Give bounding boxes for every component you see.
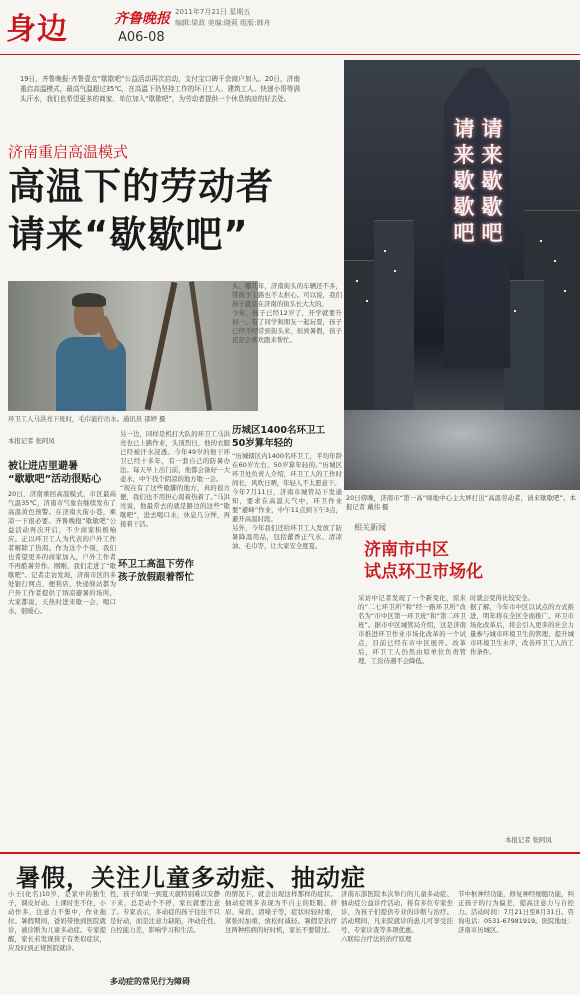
issue-date: 2011年7月21日 星期五 bbox=[175, 8, 251, 16]
section-divider bbox=[0, 852, 580, 854]
sidebar-headline: 济南市中区 试点环卫市场化 bbox=[364, 540, 483, 582]
subhead-2: 历城区1400名环卫工 50岁算年轻的 bbox=[232, 425, 325, 449]
broom-handle bbox=[189, 281, 212, 410]
tower-building bbox=[444, 68, 510, 368]
article-column-3: 头、哪几年，济南街头的车辆还不多，带孩子上路也不太担心。可以说，我们孩子就是在济南的街头长大大的。 今年，孩子已经12岁了，开学就要升初一。有了同学和朋友一起玩耍，孩子已经不经常到街头来，但到暑假，孩子还是会喜欢跑来帮忙。 bbox=[232, 282, 342, 344]
bottom-subhead: 多动症的常见行为障碍 bbox=[110, 977, 190, 986]
lead-paragraph: 19日，齐鲁晚报·齐鲁壹点“歇歇吧”公益活动再次启动，支付宝口碑千余商户加入。20日，济南重启高温模式，最高气温超过35℃，在高温下仍坚持工作的环卫工人、建筑工人、快递小哥等满头汗水，我们也希望更多的商家、单位加入“歇歇吧”，为劳动者提供一个休息纳凉的好去处。 bbox=[20, 75, 300, 103]
tower-led-text-right: 请来歇歇吧 bbox=[481, 117, 503, 245]
photo-night-caption: 20日傍晚，济南市“第一高”绿地中心主大屏打出“高温劳动者，请来歇歇吧”。本报记者 戴伟 摄 bbox=[346, 494, 576, 511]
broom-handle bbox=[145, 282, 178, 410]
bottom-column-4: 济南东部医院本次举行的儿童多动症、抽动症公益诊疗活动，将有多位专家坐诊，为孩子们提供专业的诊断与治疗。活动期间，凡来院就诊的患儿可享受挂号、专家诊查等多项优惠。 六联综合疗法的治疗原理 bbox=[341, 890, 453, 943]
headline-line-1: 高温下的劳动者 bbox=[8, 165, 274, 208]
worker-figure bbox=[56, 293, 126, 411]
bottom-column-3: 的情况下，就会出现这样那样的症状。抽动症则多表现为不自主的眨眼、挤眉、耸肩、清嗓子等，症状时轻时重，紧张时加重，放松时减轻。暑假是治疗这两种疾病的好时机，家长不要错过。 bbox=[225, 890, 337, 934]
related-news-label: 相关新闻 bbox=[354, 523, 386, 532]
bottom-column-1: 小王(化名)10岁，是家中的独生子，调皮好动。上课时坐不住，小动作多，注意力不集中，作业拖拉。暑假期间，爸妈带他到医院就诊，被诊断为儿童多动症。专家提醒，家长若发现孩子有类似症状，应及时到正规医院就诊。 bbox=[8, 890, 106, 952]
headline-line-2: 请来“歇歇吧” bbox=[8, 213, 249, 256]
bottom-column-5: 节中枢神经功能，修复神经细胞功能，纠正孩子的行为偏差，提高注意力与自控力。活动时间：7月21日至8月31日。咨询电话：0531-67981919。医院地址：济南市历城区。 bbox=[458, 890, 574, 934]
section-title: 身边 bbox=[6, 12, 68, 47]
page-header bbox=[0, 0, 580, 55]
photo-sanitation-worker bbox=[8, 281, 258, 411]
crowd-area bbox=[344, 410, 580, 490]
byline: 本报记者 张阿凤 bbox=[505, 836, 552, 844]
tower-led-text-left: 请来歇歇吧 bbox=[453, 117, 475, 245]
page-number: A06-08 bbox=[118, 30, 165, 45]
photo-night-tower bbox=[344, 60, 580, 490]
kicker: 济南重启高温模式 bbox=[8, 143, 129, 161]
paper-logo: 齐鲁晚报 bbox=[114, 11, 170, 27]
sidebar-column-2: 时就会变得比较安全。 据了解，今年市中区以试点的方式推进，明年将在全区全面推广。环卫市场化改革后，将会引入更多的社会力量参与城市环境卫生的管理，提升城市环境卫生水平，改善环卫工人的工作条件。 bbox=[470, 594, 574, 656]
headline bbox=[8, 163, 274, 259]
article-column-1: 20日，济南重回高温模式，市区最高气温35℃，济南市气象台继续发布了高温黄色预警。在济南大街小巷，乘凉一下很必要。齐鲁晚报“歇歇吧”公益活动再次开启，不少商家积极响应。正以环卫工人为代表的户外工作者解除了热渴。作为这个个别，我们也希望更多的商家加入，户外工作者不再酷暑劳作。刚刚，我们走进了“歇歇吧”。记者走访发现，济南市区的多处银行网点、便利店、快递驿站都为户外工作者提供了纳凉避暑的场所，大家都说，天热时进来歇一会，喝口水，很暖心。 bbox=[8, 490, 116, 615]
sidebar-column-1: 采访中记者发现了一个新变化，原来的“二七环卫所”和“经一路环卫所”改名为“市中区第一环卫班”和“第二环卫班”。据市中区城管局介绍，这是济南市推进环卫作业市场化改革的一个试点，目前已经在市中区展开。改革后，环卫工人仍然由原单位负责管理，工资待遇不会降低。 bbox=[358, 594, 466, 665]
article-column-3b: “历城辖区内1400名环卫工，平均年龄在60岁左右，50岁算年轻的。”历城区环卫处负责人介绍，环卫工人的工作时间长，风吹日晒，年轻人不太愿意干。 今年7月11日，济南市城管局下发通知，要求在高温天气中，环卫作业要“避峰”作业，中午11点到下午3点，避开高温时段。 另外，今年我们还给环卫工人发放了防暑降温用品，包括藿香正气水、清凉油、毛巾等，让大家安全度夏。 bbox=[232, 452, 342, 550]
bottom-column-2: 性，孩子如果一到夏天就特别难以安静下来，总是动个不停，家长就要注意了。专家表示，多动症的孩子往往不只是好动，而是注意力缺陷，冲动任性，自控能力差，影响学习和生活。 bbox=[110, 890, 220, 934]
subhead-1: 被让进店里避暑 “歇歇吧”活动很贴心 bbox=[8, 461, 102, 485]
photo-worker-caption: 环卫工人马洪亮下班时，毛巾能拧出水。通讯员 邵婷 摄 bbox=[8, 415, 166, 423]
article-column-2: 另一边，同样是机打大队的环卫工马洪亮也已上路作业，头顶烈日，他的衣服已经被汗水浸透。今年49岁的他干环卫已经十多年，有一套自己的防暑办法。每天早上出门前，他都会备好一大壶水，中午找个阴凉的地方歇一会。 “现在有了这些歇脚的地方，真的很方便，我们也不用担心渴着热着了。”马洪亮说，他最常去的就是路边的这些“歇歇吧”，进去喝口水，休息几分钟，再接着干活。 bbox=[120, 430, 230, 528]
headline-2: 暑假，关注儿童多动症、抽动症 bbox=[16, 864, 366, 892]
subhead-3: 环卫工高温下劳作 孩子放假跟着帮忙 bbox=[118, 556, 194, 586]
editor-credits: 编辑:梁政 美编:晓莉 组版:韩舟 bbox=[175, 19, 271, 27]
byline: 本报记者 张阿凤 bbox=[8, 437, 55, 445]
